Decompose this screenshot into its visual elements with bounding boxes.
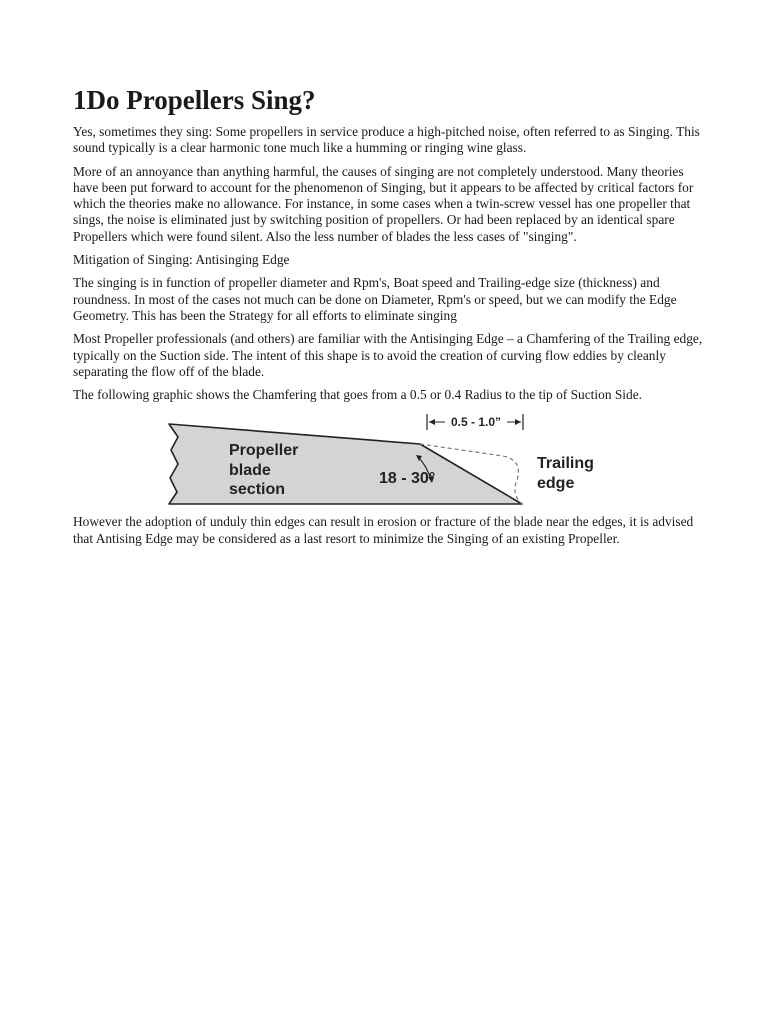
section-label-line2: blade <box>229 462 271 480</box>
paragraph-graphic-intro: The following graphic shows the Chamfering that goes from a 0.5 or 0.4 Radius to the tip of Suction Side. <box>73 387 643 403</box>
section-label-line3: section <box>229 481 286 499</box>
paragraph-antisinging-edge: Most Propeller professionals (and others) are familiar with the Antisinging Edge – a Chamfering of the Trailing edge, typically on the Suction side. The intent of this shape is to avoid the creation of curving flow eddies by cleanly separating the flow off of the blade. <box>73 331 703 379</box>
angle-label: 18 - 30° <box>379 470 436 488</box>
dimension-arrow-left <box>429 419 435 425</box>
dimension-arrow-right <box>515 419 521 425</box>
blade-section-diagram <box>165 410 605 506</box>
paragraph-factors: The singing is in function of propeller diameter and Rpm's, Boat speed and Trailing-edge size (thickness) and roundness. In most of the cases not much can be done on Diameter, Rpm's or speed, but we can modify the Edge Geometry. This has been the Strategy for all efforts to eliminate singing <box>73 275 677 323</box>
blade-section-shape <box>169 424 522 504</box>
paragraph-intro: Yes, sometimes they sing: Some propellers in service produce a high-pitched noise, often referred to as Singing. This sound typically is a clear harmonic tone much like a humming or ringing wine glass. <box>73 124 700 156</box>
dimension-label: 0.5 - 1.0” <box>450 415 502 430</box>
section-label-line1: Propeller <box>229 442 299 460</box>
document-title: 1Do Propellers Sing? <box>73 85 316 115</box>
paragraph-mitigation-heading: Mitigation of Singing: Antisinging Edge <box>73 252 290 268</box>
blade-section-figure <box>165 410 605 506</box>
paragraph-causes: More of an annoyance than anything harmful, the causes of singing are not completely understood. Many theories have been put forward to account for the phenomenon of Singing, but it appears to be affected by critical factors for which the theories make no allowance. For instance, in some cases when a twin-screw vessel has one propeller that sings, the noise is eliminated just by switching position of propellers. Or had been replaced by an identical spare Propellers which were found silent. Also the less number of blades the less cases of "singing". <box>73 163 694 244</box>
paragraph-closing: However the adoption of unduly thin edges can result in erosion or fracture of the blade near the edges, it is advised that Antising Edge may be considered as a last resort to minimize the Singing of an existing Propeller. <box>73 514 694 546</box>
trailing-edge-label-line2: edge <box>537 475 575 493</box>
document-page <box>73 84 703 554</box>
trailing-edge-label-line1: Trailing <box>537 455 594 473</box>
